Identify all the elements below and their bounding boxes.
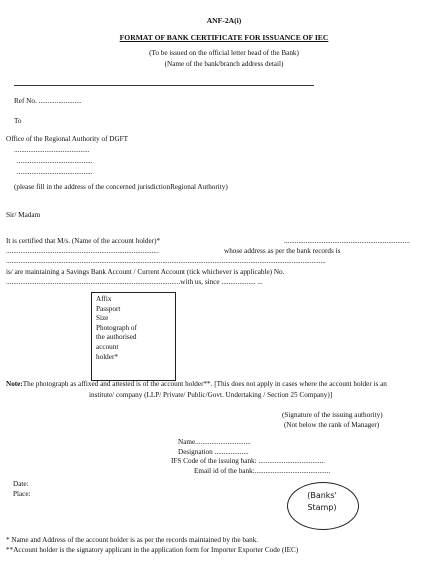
page-title: FORMAT OF BANK CERTIFICATE FOR ISSUANCE OF IEC xyxy=(119,33,329,42)
photo-box-line: Passport xyxy=(96,304,121,313)
photo-box-line: the authorised xyxy=(96,333,137,342)
certify-line-3-dots: .................................................................................................................................................................................. xyxy=(6,257,326,265)
photo-box-line: Photograph of xyxy=(96,323,137,332)
certify-line-2-dots: ..................................................................................... xyxy=(6,247,159,255)
letterhead-note: (To be issued on the official letter head of the Bank) xyxy=(149,49,299,57)
address-dots-1: .......................................... xyxy=(14,146,90,154)
certify-line-1: It is certified that M/s. (Name of the account holder)* xyxy=(6,237,161,245)
ref-no: Ref No. ........................ xyxy=(14,97,82,105)
photo-box-line: holder* xyxy=(96,352,118,361)
footnote-2: **Account holder is the signatory applicant in the application form for Importer Exporter Code (IEC) xyxy=(6,546,299,554)
to-label: To xyxy=(14,117,22,125)
header-divider xyxy=(14,85,314,86)
fill-address-note: (please fill in the address of the concerned jurisdictionRegional Authority) xyxy=(14,183,228,191)
date-label: Date: xyxy=(13,480,29,488)
signature-rank: (Not below the rank of Manager) xyxy=(284,421,380,429)
certify-line-1-dots: ...................................................................... xyxy=(284,237,410,245)
account-type-line: is/ are maintaining a Savings Bank Account / Current Account (tick whichever is applicable) No. xyxy=(6,268,285,276)
note-line-1 xyxy=(6,380,387,388)
note-line-2: institute/ company (LLP/ Private/ Public/Govt. Undertaking / Section 25 Company)] xyxy=(89,391,333,399)
salutation: Sir/ Madam xyxy=(6,211,41,219)
email-field: Email id of the bank:.......................................... xyxy=(194,467,331,475)
photo-box-line: Size xyxy=(96,314,109,323)
account-no-line: .................................................................................................with us, since ................... ... xyxy=(6,278,263,286)
note-text: The photograph as affixed and attested is of the account holder**. [This does not apply in cases where the account holder is an xyxy=(22,380,387,388)
address-dots-3: .......................................... xyxy=(17,168,93,176)
photo-box-line: account xyxy=(96,342,119,351)
stamp-label-1: (Banks' xyxy=(307,491,337,500)
certify-line-2: whose address as per the bank records is xyxy=(224,247,341,255)
form-code: ANF-2A(i) xyxy=(206,16,242,25)
note-label: Note: xyxy=(6,380,23,388)
name-field: Name............................... xyxy=(178,438,251,446)
stamp-label-2: Stamp) xyxy=(307,503,337,512)
recipient-office: Office of the Regional Authority of DGFT xyxy=(6,135,129,143)
address-dots-2: .......................................... xyxy=(17,157,93,165)
ifs-code-field: IFS Code of the issuing bank: ..................................... xyxy=(171,457,325,465)
photo-box-line: Affix xyxy=(96,295,112,303)
place-label: Place: xyxy=(13,490,31,498)
bank-address-note: (Name of the bank/branch address detail) xyxy=(164,60,284,68)
signature-authority: (Signature of the issuing authority) xyxy=(282,411,383,419)
photo-box xyxy=(91,292,176,381)
designation-field: Designation ................... xyxy=(178,448,249,456)
footnote-1: * Name and Address of the account holder is as per the records maintained by the bank. xyxy=(6,536,259,544)
